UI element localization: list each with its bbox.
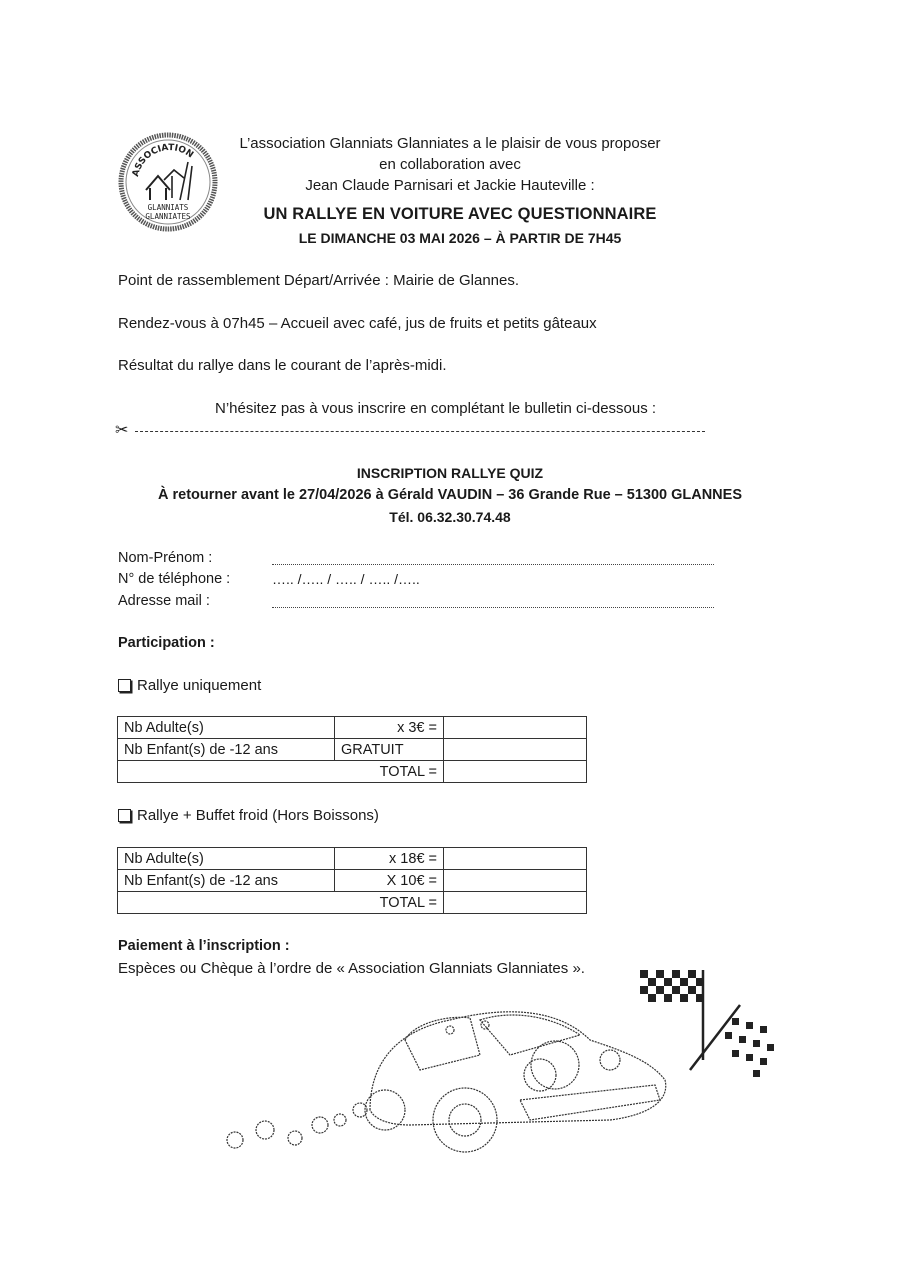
svg-text:ASSOCIATION: ASSOCIATION: [131, 142, 195, 178]
event-date: LE DIMANCHE 03 MAI 2026 – À PARTIR DE 7H45: [298, 230, 622, 246]
table-row: [118, 870, 587, 892]
total-label: TOTAL =: [118, 761, 444, 783]
total-input[interactable]: [444, 892, 587, 914]
payment-text: Espèces ou Chèque à l’ordre de « Association Glanniats Glanniates ».: [118, 960, 585, 977]
amount-input[interactable]: [444, 739, 587, 761]
option-rallye-buffet[interactable]: [118, 807, 379, 824]
dashed-divider: [135, 431, 705, 432]
table-row: [118, 717, 587, 739]
item-cell: Nb Enfant(s) de -12 ans: [118, 870, 335, 892]
return-info: À retourner avant le 27/04/2026 à Gérald VAUDIN – 36 Grande Rue – 51300 GLANNES: [157, 487, 742, 503]
checkbox-icon[interactable]: [118, 679, 131, 692]
intro-text: [210, 133, 690, 196]
cut-line: [115, 422, 705, 438]
meeting-point-text: Point de rassemblement Départ/Arrivée : Mairie de Glannes.: [118, 272, 520, 289]
amount-input[interactable]: [444, 870, 587, 892]
checkered-flag-icon: [640, 970, 774, 1077]
price-table-buffet: [117, 847, 587, 914]
intro-line-1: L’association Glanniats Glanniates a le plaisir de vous proposer: [239, 135, 661, 152]
option-rallye-only[interactable]: [118, 677, 261, 694]
item-cell: Nb Enfant(s) de -12 ans: [118, 739, 335, 761]
table-row: [118, 848, 587, 870]
name-field[interactable]: [272, 550, 714, 565]
rally-illustration: [210, 960, 810, 1160]
option-label: Rallye uniquement: [137, 677, 262, 694]
contact-phone: Tél. 06.32.30.74.48: [389, 509, 511, 525]
price-cell: GRATUIT: [335, 739, 444, 761]
amount-input[interactable]: [444, 717, 587, 739]
intro-line-3: Jean Claude Parnisari et Jackie Hauteville :: [305, 177, 595, 194]
email-label: Adresse mail :: [118, 593, 210, 609]
inscription-heading: INSCRIPTION RALLYE QUIZ: [356, 465, 544, 481]
car-and-flags-icon: [210, 960, 810, 1160]
checkbox-icon[interactable]: [118, 809, 131, 822]
event-title: UN RALLYE EN VOITURE AVEC QUESTIONNAIRE: [263, 205, 657, 223]
svg-text:GLANNIATS: GLANNIATS: [147, 203, 189, 212]
amount-input[interactable]: [444, 848, 587, 870]
table-row: [118, 739, 587, 761]
phone-field[interactable]: ….. /….. / ….. / ….. /…..: [272, 571, 420, 587]
price-table-rallye: [117, 716, 587, 783]
invite-text: N’hésitez pas à vous inscrire en complétant le bulletin ci-dessous :: [215, 400, 657, 417]
item-cell: Nb Adulte(s): [118, 848, 335, 870]
payment-heading: Paiement à l’inscription :: [118, 938, 290, 954]
name-label: Nom-Prénom :: [118, 550, 213, 566]
total-row: [118, 761, 587, 783]
rendezvous-text: Rendez-vous à 07h45 – Accueil avec café, jus de fruits et petits gâteaux: [118, 315, 597, 332]
total-input[interactable]: [444, 761, 587, 783]
inscription-header: [120, 462, 780, 528]
price-cell: X 10€ =: [335, 870, 444, 892]
total-row: [118, 892, 587, 914]
price-cell: x 3€ =: [335, 717, 444, 739]
price-cell: x 18€ =: [335, 848, 444, 870]
intro-line-2: en collaboration avec: [379, 156, 521, 173]
total-label: TOTAL =: [118, 892, 444, 914]
scissors-icon: ✂: [115, 422, 129, 439]
participation-heading: Participation :: [118, 635, 215, 651]
email-field[interactable]: [272, 593, 714, 608]
phone-label: N° de téléphone :: [118, 571, 231, 587]
item-cell: Nb Adulte(s): [118, 717, 335, 739]
svg-text:GLANNIATES: GLANNIATES: [145, 212, 191, 221]
option-label: Rallye + Buffet froid (Hors Boissons): [137, 807, 379, 824]
results-text: Résultat du rallye dans le courant de l’après-midi.: [118, 357, 447, 374]
